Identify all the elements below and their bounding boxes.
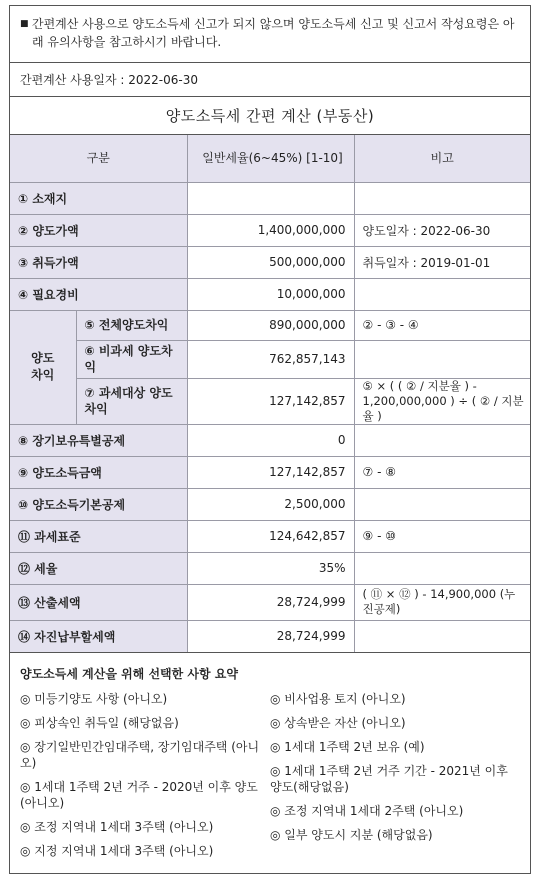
row-value: 28,724,999 <box>187 584 354 620</box>
table-row <box>10 214 530 246</box>
table-row <box>10 584 530 620</box>
row-label: ② 양도가액 <box>10 214 187 246</box>
summary-item: ◎ 장기일반민간임대주택, 장기임대주택 (아니오) <box>20 740 260 770</box>
table-row <box>10 340 530 378</box>
summary-left-column <box>20 691 270 867</box>
header-category: 구분 <box>10 135 187 182</box>
row-remark: ② - ③ - ④ <box>354 310 530 340</box>
row-value: 762,857,143 <box>187 340 354 378</box>
calc-table <box>10 135 530 652</box>
selection-summary <box>10 652 530 873</box>
row-label: ① 소재지 <box>10 182 187 214</box>
row-remark: ⑨ - ⑩ <box>354 520 530 552</box>
summary-item: ◎ 1세대 1주택 2년 거주 - 2020년 이후 양도(아니오) <box>20 780 258 810</box>
row-label: ④ 필요경비 <box>10 278 187 310</box>
summary-item: ◎ 미등기양도 사항 (아니오) <box>20 692 168 706</box>
row-value: 127,142,857 <box>187 456 354 488</box>
summary-item: ◎ 상속받은 자산 (아니오) <box>270 716 406 730</box>
header-rate: 일반세율(6~45%) [1-10] <box>187 135 354 182</box>
page-title: 양도소득세 간편 계산 (부동산) <box>10 97 530 135</box>
use-date: 간편계산 사용일자 : 2022-06-30 <box>10 63 530 97</box>
row-remark <box>354 620 530 652</box>
row-value: 0 <box>187 424 354 456</box>
row-remark: ⑤ × ( ( ② / 지분율 ) - 1,200,000,000 ) ÷ ( ② / 지분율 ) <box>354 378 530 424</box>
table-row <box>10 310 530 340</box>
table-row <box>10 488 530 520</box>
row-value <box>187 182 354 214</box>
summary-item: ◎ 조정 지역내 1세대 2주택 (아니오) <box>270 804 464 818</box>
row-value: 124,642,857 <box>187 520 354 552</box>
summary-item: ◎ 피상속인 취득일 (해당없음) <box>20 716 179 730</box>
notice-bullet-icon: ■ <box>20 19 29 29</box>
notice-text: 간편계산 사용으로 양도소득세 신고가 되지 않으며 양도소득세 신고 및 신고서 작성요령은 아래 유의사항을 참고하시기 바랍니다. <box>32 17 515 49</box>
header-remark: 비고 <box>354 135 530 182</box>
summary-title: 양도소득세 계산을 위해 선택한 사항 요약 <box>20 667 238 681</box>
table-row <box>10 520 530 552</box>
table-row <box>10 552 530 584</box>
row-label: ⑭ 자진납부할세액 <box>10 620 187 652</box>
row-remark <box>354 488 530 520</box>
row-remark <box>354 182 530 214</box>
summary-item: ◎ 일부 양도시 지분 (해당없음) <box>270 828 433 842</box>
row-value: 890,000,000 <box>187 310 354 340</box>
summary-item: ◎ 지정 지역내 1세대 3주택 (아니오) <box>20 844 214 858</box>
row-remark: ( ⑪ × ⑫ ) - 14,900,000 (누진공제) <box>354 584 530 620</box>
summary-item: ◎ 1세대 1주택 2년 거주 기간 - 2021년 이후 양도(해당없음) <box>270 764 508 794</box>
row-remark: 취득일자 : 2019-01-01 <box>354 246 530 278</box>
summary-item: ◎ 비사업용 토지 (아니오) <box>270 692 406 706</box>
table-row <box>10 182 530 214</box>
summary-item: ◎ 조정 지역내 1세대 3주택 (아니오) <box>20 820 214 834</box>
row-remark <box>354 278 530 310</box>
row-label: ③ 취득가액 <box>10 246 187 278</box>
row-label: ⑨ 양도소득금액 <box>10 456 187 488</box>
row-value: 127,142,857 <box>187 378 354 424</box>
table-row <box>10 456 530 488</box>
table-row <box>10 424 530 456</box>
row-value: 28,724,999 <box>187 620 354 652</box>
row-label: ⑤ 전체양도차익 <box>76 310 187 340</box>
row-remark: ⑦ - ⑧ <box>354 456 530 488</box>
row-label: ⑫ 세율 <box>10 552 187 584</box>
row-label: ⑧ 장기보유특별공제 <box>10 424 187 456</box>
row-value: 1,400,000,000 <box>187 214 354 246</box>
table-header-row <box>10 135 530 182</box>
table-row <box>10 246 530 278</box>
table-row <box>10 620 530 652</box>
row-value: 35% <box>187 552 354 584</box>
row-label: ⑪ 과세표준 <box>10 520 187 552</box>
notice-box <box>10 6 530 63</box>
row-remark: 양도일자 : 2022-06-30 <box>354 214 530 246</box>
calculation-report <box>9 5 531 874</box>
row-value: 2,500,000 <box>187 488 354 520</box>
table-row <box>10 278 530 310</box>
row-label: ⑬ 산출세액 <box>10 584 187 620</box>
row-value: 10,000,000 <box>187 278 354 310</box>
row-remark <box>354 552 530 584</box>
row-label: ⑥ 비과세 양도차익 <box>76 340 187 378</box>
row-remark <box>354 424 530 456</box>
summary-right-column <box>270 691 520 867</box>
group-label: 양도 차익 <box>10 310 76 424</box>
row-label: ⑦ 과세대상 양도차익 <box>76 378 187 424</box>
row-remark <box>354 340 530 378</box>
row-value: 500,000,000 <box>187 246 354 278</box>
table-row <box>10 378 530 424</box>
row-label: ⑩ 양도소득기본공제 <box>10 488 187 520</box>
summary-item: ◎ 1세대 1주택 2년 보유 (예) <box>270 740 425 754</box>
